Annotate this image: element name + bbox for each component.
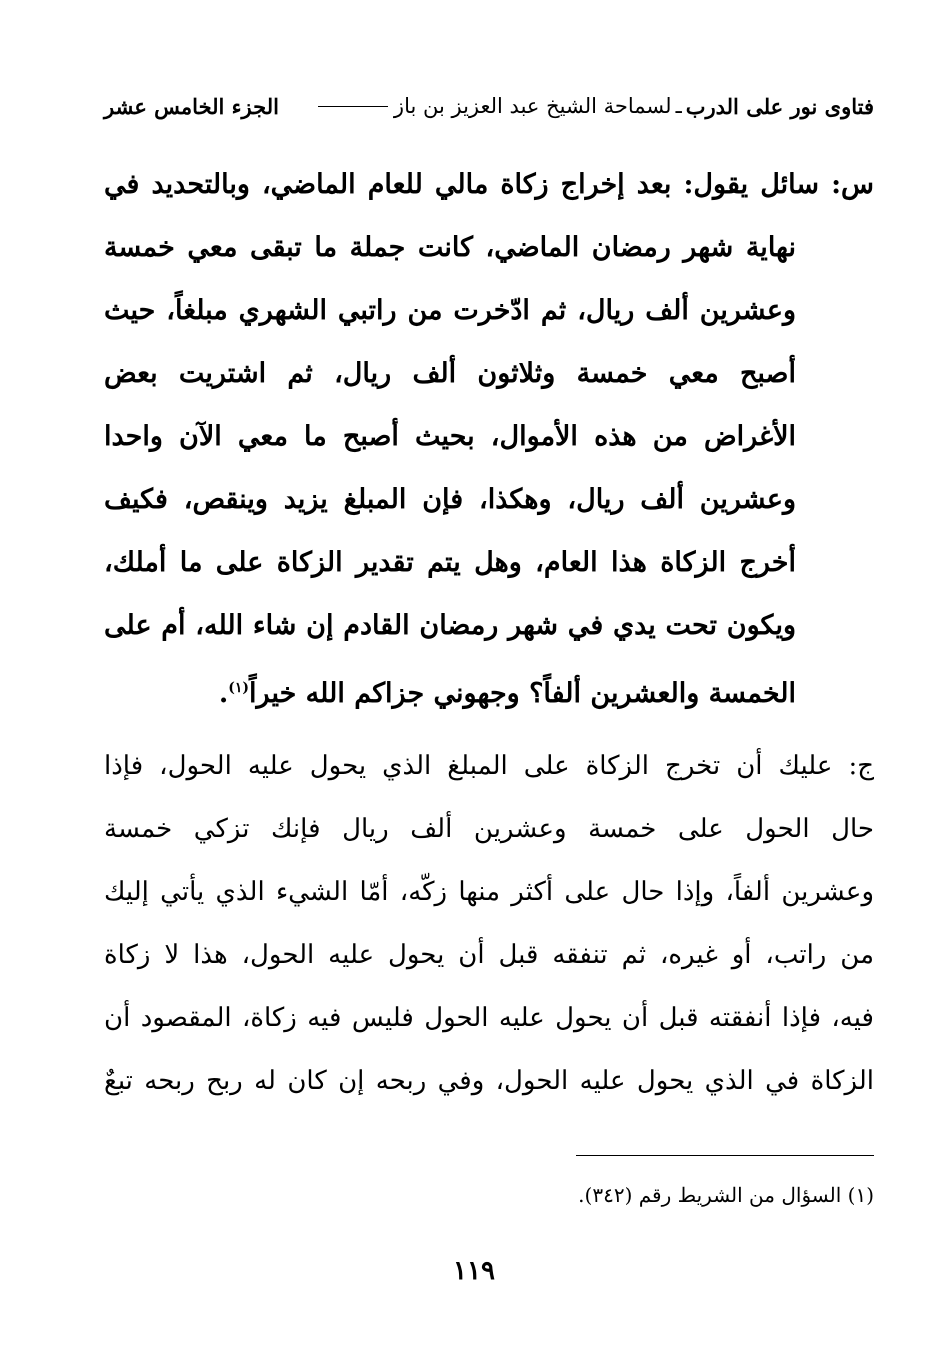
question-line: نهاية شهر رمضان الماضي، كانت جملة ما تبقى معي خمسة [104, 232, 796, 263]
answer-line: من راتب، أو غيره، ثم تنفقه قبل أن يحول عليه الحول، هذا لا زكاة [104, 940, 874, 970]
header-rule [318, 106, 388, 107]
volume-title: الجزء الخامس عشر [104, 93, 279, 119]
footnote-separator [576, 1155, 874, 1156]
footnote: (١) السؤال من الشريط رقم (٣٤٢). [578, 1183, 874, 1207]
question-line-text: الخمسة والعشرين ألفاً؟ وجهوني جزاكم الله خيراً [249, 678, 796, 709]
header-dash: ـ [675, 94, 682, 118]
question-block [104, 153, 874, 720]
answer-line: حال الحول على خمسة وعشرين ألف ريال فإنك تزكي خمسة [104, 814, 874, 844]
question-line: أصبح معي خمسة وثلاثون ألف ريال، ثم اشتريت بعض [104, 358, 796, 389]
running-header [104, 86, 874, 126]
question-line: أخرج الزكاة هذا العام، وهل يتم تقدير الزكاة على ما أملك، [104, 547, 796, 578]
question-line: الأغراض من هذه الأموال، بحيث أصبح ما معي الآن واحدا [104, 421, 796, 452]
question-last-line [104, 657, 874, 720]
footnote-reference: (١) [228, 680, 250, 696]
answer-line: ج: عليك أن تخرج الزكاة على المبلغ الذي يحول عليه الحول، فإذا [104, 751, 874, 781]
question-line: س: سائل يقول: بعد إخراج زكاة مالي للعام الماضي، وبالتحديد في [104, 169, 874, 200]
question-line: وعشرين ألف ريال، ثم ادّخرت من راتبي الشهري مبلغاً، حيث [104, 295, 796, 326]
answer-line: الزكاة في الذي يحول عليه الحول، وفي ربحه إن كان له ربح ربحه تبعٌ [104, 1066, 874, 1096]
page-number: ١١٩ [453, 1256, 495, 1286]
question-line: وعشرين ألف ريال، وهكذا، فإن المبلغ يزيد وينقص، فكيف [104, 484, 796, 515]
question-end-mark: . [218, 678, 229, 709]
answer-line: وعشرين ألفاً، وإذا حال على أكثر منها زكّه، أمّا الشيء الذي يأتي إليك [104, 877, 874, 907]
answer-line: فيه، فإذا أنفقته قبل أن يحول عليه الحول فليس فيه زكاة، المقصود أن [104, 1003, 874, 1033]
book-title: فتاوى نور على الدرب [685, 93, 874, 119]
question-line: ويكون تحت يدي في شهر رمضان القادم إن شاء الله، أم على [104, 610, 796, 641]
author-name: لسماحة الشيخ عبد العزيز بن باز [393, 94, 672, 118]
answer-block [104, 735, 874, 1113]
